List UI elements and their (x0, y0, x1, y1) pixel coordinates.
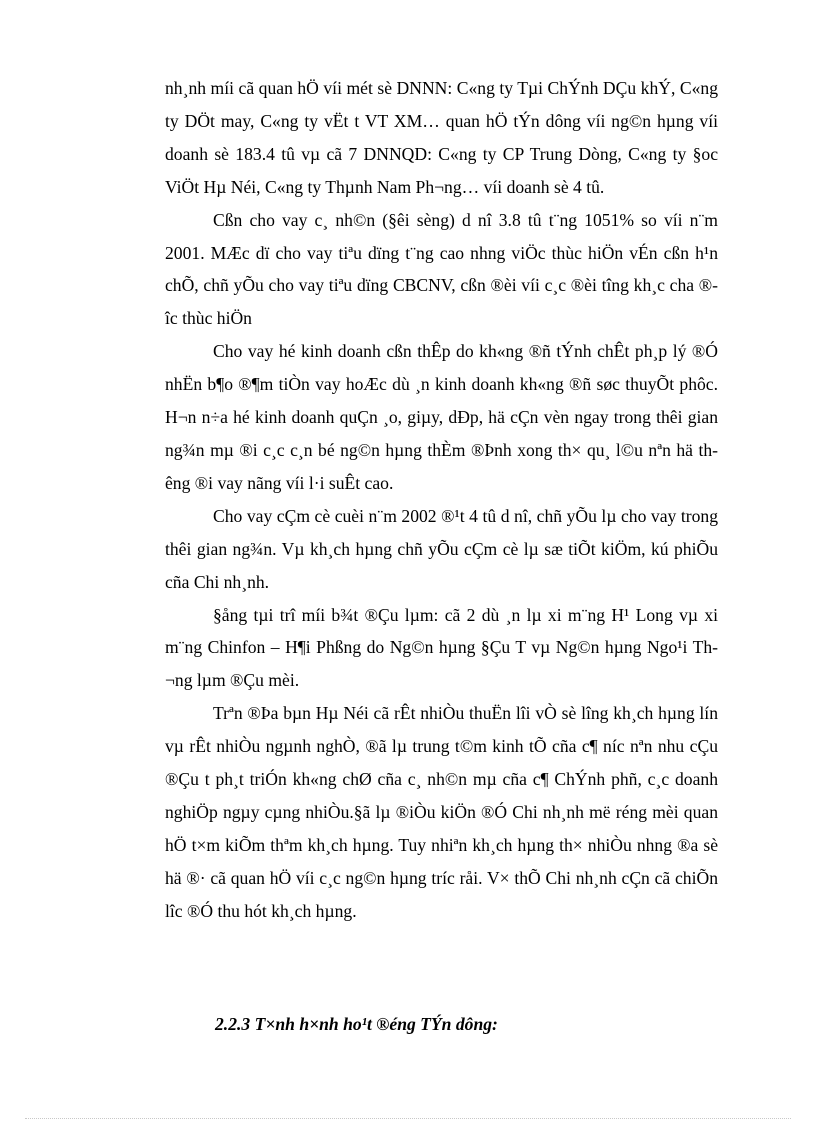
paragraph-3: Cho vay hé kinh doanh cßn thÊp do kh«ng ®ñ tÝnh chÊt ph¸p lý ®Ó nhËn b¶o ®¶m tiÒn vay hoÆc dù ¸n kinh doanh kh«ng ®ñ søc thuyÕt phôc. H¬n n÷a hé kinh doanh quÇn ¸o, giµy, dÐp, hä cÇn vèn ngay trong thêi gian ng¾n mµ ®i c¸c c¸n bé ng©n hµng thÈm ®Þnh xong th× qu¸ l©u nªn hä thêng ®i vay nãng víi l·i suÊt cao. (165, 341, 718, 493)
section-heading: 2.2.3 T×nh h×nh ho¹t ®éng TÝn dông: (215, 1014, 498, 1034)
paragraph-1: nh¸nh míi cã quan hÖ víi mét sè DNNN: C«ng ty Tµi ChÝnh DÇu khÝ, C«ng ty DÖt may, C«ng ty vËt t VT XM… quan hÖ tÝn dông víi ng©n hµng víi doanh sè 183.4 tû vµ cã 7 DNNQD: C«ng ty CP Trung Dòng, C«ng ty §oc ViÖt Hµ Néi, C«ng ty Thµnh Nam Ph¬ng… víi doanh sè 4 tû. (165, 78, 718, 197)
paragraph-2: Cßn cho vay c¸ nh©n (§êi sèng) d nî 3.8 tû t¨ng 1051% so víi n¨m 2001. MÆc dï cho vay tiªu dïng t¨ng cao nhng viÖc thùc hiÖn vÉn cßn h¹n chÕ, chñ yÕu cho vay tiªu dïng CBCNV, cßn ®èi víi c¸c ®èi tîng kh¸c cha ®îc thùc hiÖn (165, 209, 718, 329)
body-text (165, 72, 718, 928)
page-bottom-divider (25, 1118, 791, 1119)
paragraph-4: Cho vay cÇm cè cuèi n¨m 2002 ®¹t 4 tû d nî, chñ yÕu lµ cho vay trong thêi gian ng¾n. Vµ kh¸ch hµng chñ yÕu cÇm cè lµ sæ tiÕt kiÖm, kú phiÕu cña Chi nh¸nh. (165, 505, 718, 592)
paragraph-6: Trªn ®Þa bµn Hµ Néi cã rÊt nhiÒu thuËn lîi vÒ sè lîng kh¸ch hµng lín vµ rÊt nhiÒu ngµnh nghÒ, ®ã lµ trung t©m kinh tÕ cña c¶ níc nªn nhu cÇu ®Çu t ph¸t triÓn kh«ng chØ cña c¸ nh©n mµ cña c¶ ChÝnh phñ, c¸c doanh nghiÖp ngµy cµng nhiÒu.§ã lµ ®iÒu kiÖn ®Ó Chi nh¸nh më réng mèi quan hÖ t×m kiÕm thªm kh¸ch hµng. Tuy nhiªn kh¸ch hµng th× nhiÒu nhng ®a sè hä ®· cã quan hÖ víi c¸c ng©n hµng tríc råi. V× thÕ Chi nh¸nh cÇn cã chiÕn lîc ®Ó thu hót kh¸ch hµng. (165, 703, 718, 921)
paragraph-5: §ång tµi trî míi b¾t ®Çu lµm: cã 2 dù ¸n lµ xi m¨ng H¹ Long vµ xi m¨ng Chinfon – H¶i Phßng do Ng©n hµng §Çu T vµ Ng©n hµng Ngo¹i Th¬ng lµm ®Çu mèi. (165, 604, 718, 691)
